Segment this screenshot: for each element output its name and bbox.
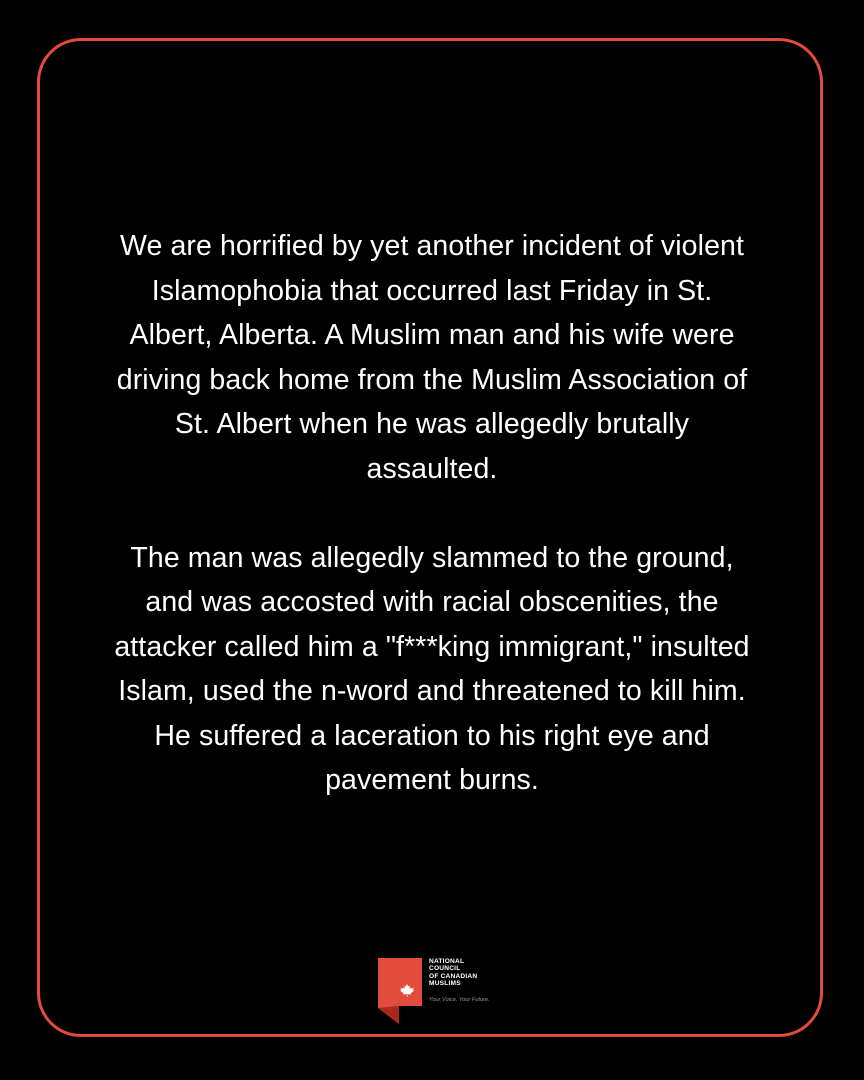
logo-wordmark: [429, 958, 499, 988]
paragraph-2: [60, 536, 804, 803]
logo-tagline: Your Voice. Your Future.: [429, 997, 490, 1003]
text-line: Islamophobia that occurred last Friday in St.: [151, 274, 713, 307]
paragraph-spacer: [60, 491, 804, 536]
text-line: assaulted.: [366, 452, 498, 485]
nccm-logo: [377, 958, 497, 1024]
text-line: We are horrified by yet another incident of violent: [119, 230, 744, 262]
logo-line: OF CANADIAN: [429, 972, 478, 980]
text-line: Albert, Alberta. A Muslim man and his wife were: [129, 319, 735, 351]
logo-line: MUSLIMS: [429, 980, 461, 988]
text-line: Islam, used the n-word and threatened to kill him.: [118, 675, 746, 707]
statement-text: [60, 224, 804, 803]
logo-line: NATIONAL: [429, 958, 465, 965]
text-line: pavement burns.: [325, 764, 539, 796]
text-line: and was accosted with racial obscenities, the: [145, 586, 719, 618]
logo-line: COUNCIL: [429, 965, 461, 973]
text-line: The man was allegedly slammed to the ground,: [130, 541, 734, 574]
maple-leaf-icon: [377, 958, 423, 1024]
text-line: attacker called him a "f***king immigrant," insulted: [114, 630, 750, 663]
text-line: He suffered a laceration to his right eye and: [154, 719, 710, 752]
paragraph-1: [60, 224, 804, 491]
text-line: driving back home from the Muslim Association of: [116, 363, 748, 396]
text-line: St. Albert when he was allegedly brutally: [174, 408, 690, 440]
